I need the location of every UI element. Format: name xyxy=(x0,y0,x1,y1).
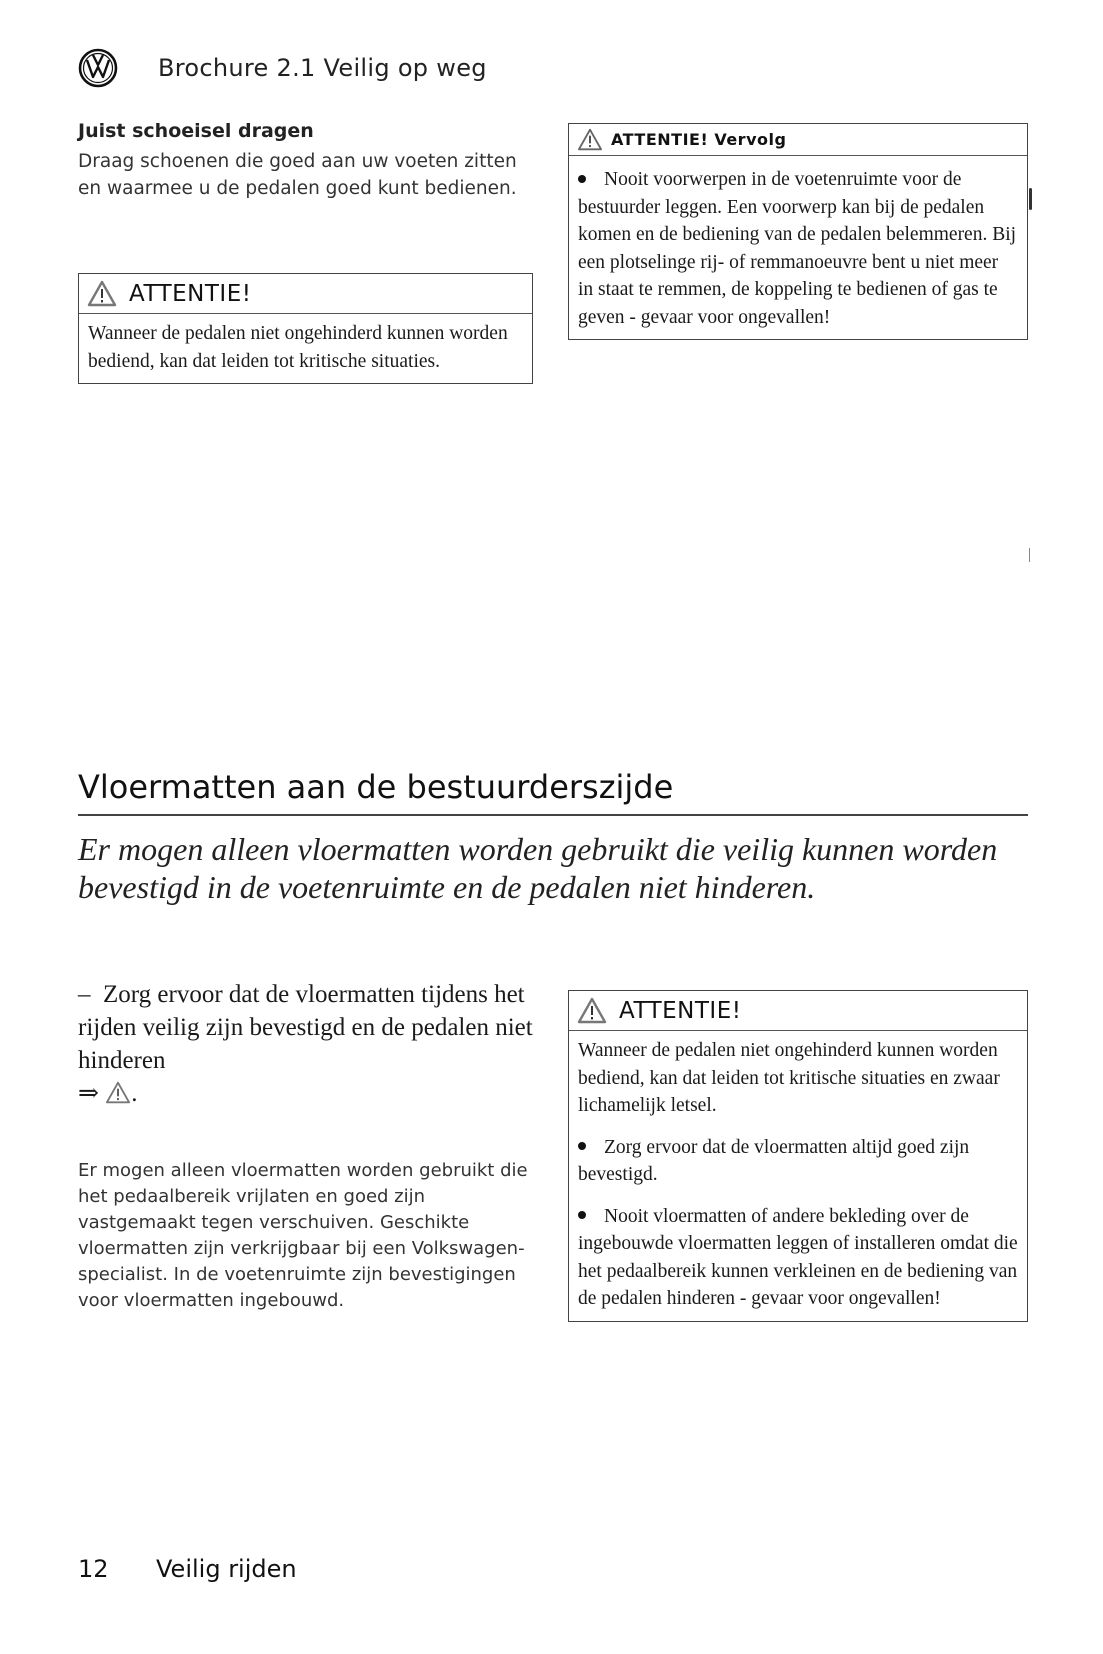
footwear-body: Draag schoenen die goed aan uw voeten zitten en waarmee u de pedalen goed kunt bedienen. xyxy=(78,151,517,199)
warning-triangle-icon[interactable] xyxy=(105,1081,131,1104)
floormats-instructions xyxy=(78,978,533,1314)
warning-header xyxy=(569,124,1027,156)
bullet-icon xyxy=(578,1211,586,1219)
page-header xyxy=(78,48,487,88)
section-intro: Er mogen alleen vloermatten worden gebruikt die veilig kunnen worden bevestigd in de voetenruimte en de pedalen niet hinderen. xyxy=(78,831,998,905)
bullet-icon xyxy=(578,175,586,183)
warning-triangle-icon xyxy=(577,997,607,1024)
warning-label: ATTENTIE! xyxy=(619,997,742,1024)
footwear-heading: Juist schoeisel dragen xyxy=(78,120,314,142)
vw-logo-icon xyxy=(78,48,118,88)
warning-label: ATTENTIE! Vervolg xyxy=(611,130,787,149)
page-footer xyxy=(78,1555,297,1583)
warning-bullet: Nooit vloermatten of andere bekleding over de ingebouwde vloermatten leggen of installeren omdat die het pedaalbereik kunnen verkleinen en de bediening van de pedalen hinderen - gevaar voor ongevallen! xyxy=(578,1205,1018,1309)
warning-header xyxy=(569,991,1027,1031)
warning-triangle-icon xyxy=(577,128,603,151)
warning-bullet: Zorg ervoor dat de vloermatten altijd goed zijn bevestigd. xyxy=(578,1136,970,1185)
warning-box-pedals xyxy=(78,273,533,384)
floormats-body: Er mogen alleen vloermatten worden gebruikt die het pedaalbereik vrijlaten en goed zijn vastgemaakt tegen verschuiven. Geschikte vloermatten zijn verkrijgbaar bij een Volkswagen-specialist. In de voetenruimte zijn bevestigingen voor vloermatten ingebouwd. xyxy=(78,1160,528,1311)
scan-mark xyxy=(1029,188,1032,210)
footer-section: Veilig rijden xyxy=(156,1555,297,1583)
warning-text: Wanneer de pedalen niet ongehinderd kunnen worden bediend, kan dat leiden tot kritische situaties. xyxy=(88,323,508,372)
warning-body xyxy=(79,314,532,383)
warning-text: Wanneer de pedalen niet ongehinderd kunnen worden bediend, kan dat leiden tot kritische situaties en zwaar lichamelijk letsel. xyxy=(578,1040,1000,1116)
instruction-step: – Zorg ervoor dat de vloermatten tijdens het rijden veilig zijn bevestigd en de pedalen niet hinderen ⇒ . xyxy=(78,981,533,1107)
warning-body xyxy=(569,1031,1027,1321)
warning-box-continued xyxy=(568,123,1028,340)
step-dash: – xyxy=(78,981,91,1008)
warning-box-floormats xyxy=(568,990,1028,1322)
warning-triangle-icon xyxy=(87,280,117,307)
warning-bullet: Nooit voorwerpen in de voetenruimte voor de bestuurder leggen. Een voorwerp kan bij de pedalen komen en de bediening van de pedalen belemmeren. Bij een plotselinge rij- of remmanoeuvre bent u niet meer in staat te remmen, de koppeling te bedienen of gas te geven - gevaar voor ongevallen! xyxy=(578,169,1017,328)
warning-header xyxy=(79,274,532,314)
footwear-section xyxy=(78,120,538,202)
warning-label: ATTENTIE! xyxy=(129,280,252,307)
warning-body xyxy=(569,156,1027,339)
scan-mark xyxy=(1029,548,1030,562)
brochure-title: Brochure 2.1 Veilig op weg xyxy=(158,54,487,82)
reference-arrow: ⇒ xyxy=(78,1080,99,1107)
page-number: 12 xyxy=(78,1555,109,1583)
bullet-icon xyxy=(578,1142,586,1150)
step-text: Zorg ervoor dat de vloermatten tijdens het rijden veilig zijn bevestigd en de pedalen niet hinderen xyxy=(78,981,533,1074)
section-heading: Vloermatten aan de bestuurderszijde xyxy=(78,768,1028,816)
